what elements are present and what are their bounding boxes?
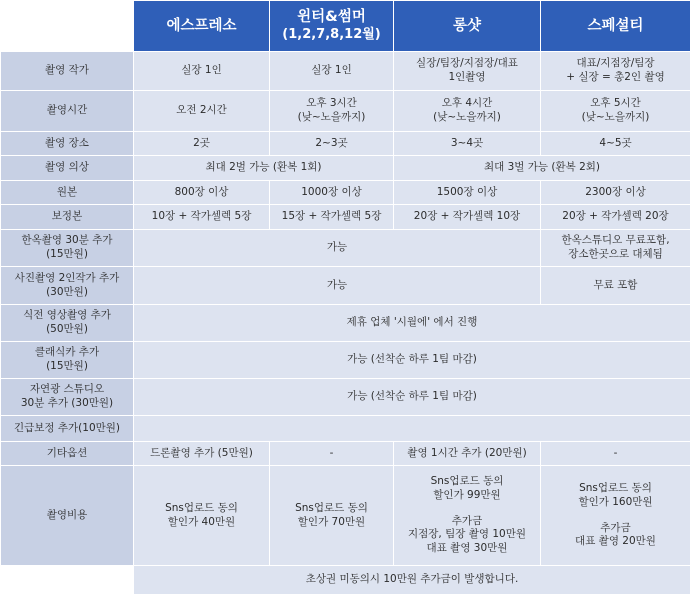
notice-blank-cell (1, 566, 134, 595)
row-label-text: 30분 추가 (30만원) (20, 397, 114, 409)
header-row (1, 1, 690, 52)
row-label-outfit: 촬영 의상 (1, 156, 134, 181)
cell-original-winter-summer: 1000장 이상 (270, 181, 394, 205)
cell-classic-car-all: 가능 (선착순 하루 1팀 마감) (134, 342, 690, 379)
row-label-second-photographer (1, 267, 134, 305)
cell-text: 오후 3시간 (306, 97, 357, 110)
row-cost (1, 466, 690, 566)
cell-text: 할인가 40만원 (167, 515, 236, 528)
header-long-shot: 롱샷 (394, 1, 541, 52)
cell-urgent-retouch-all (134, 416, 690, 442)
cell-text: 1인촬영 (448, 71, 486, 83)
row-retouched (1, 205, 690, 230)
cell-text: 실장/팀장/지점장/대표 (416, 57, 518, 70)
cell-text: 대표/지점장/팀장 (576, 57, 655, 70)
row-notice (1, 566, 690, 595)
cell-second-photographer-available: 가능 (134, 267, 541, 305)
cell-time-special-t (541, 91, 690, 132)
cell-text: + 실장 = 총2인 촬영 (566, 71, 665, 83)
row-label-text: (15만원) (46, 248, 88, 260)
cell-photographer-special-t (541, 52, 690, 91)
cell-cost-winter-summer (270, 466, 394, 566)
cell-text: 장소한곳으로 대체됨 (568, 248, 663, 260)
row-label-original: 원본 (1, 181, 134, 205)
cell-notice: 초상권 미동의시 10만원 추가금이 발생합니다. (134, 566, 690, 595)
cell-text: 오후 5시간 (590, 97, 641, 110)
cell-original-long-shot: 1500장 이상 (394, 181, 541, 205)
cell-cost-special-t (541, 466, 690, 566)
cell-text: 할인가 70만원 (297, 515, 366, 528)
cell-text: (낮~노을까지) (433, 111, 501, 123)
cell-retouched-espresso: 10장 + 작가셀렉 5장 (134, 205, 270, 230)
header-special-t: 스페셜티 (541, 1, 690, 52)
cell-other-options-espresso: 드론촬영 추가 (5만원) (134, 442, 270, 466)
row-label-text: 한옥촬영 30분 추가 (21, 234, 113, 247)
cell-ceremony-video-all: 제휴 업체 '시월에' 에서 진행 (134, 305, 690, 342)
row-label-retouched: 보정본 (1, 205, 134, 230)
row-label-text: (50만원) (46, 323, 88, 335)
row-label-text: (30만원) (46, 285, 88, 298)
cell-text: Sns업로드 동의 (430, 475, 504, 488)
cell-hanbok-special-t (541, 230, 690, 267)
cell-photographer-winter-summer: 실장 1인 (270, 52, 394, 91)
header-winter-summer (270, 1, 394, 52)
cell-time-winter-summer (270, 91, 394, 132)
cell-other-options-long-shot: 촬영 1시간 추가 (20만원) (394, 442, 541, 466)
row-classic-car (1, 342, 690, 379)
cell-text: Sns업로드 동의 (165, 501, 238, 514)
cell-retouched-winter-summer: 15장 + 작가셀렉 5장 (270, 205, 394, 230)
row-label-natural-light (1, 379, 134, 416)
cell-text: 추가금 (451, 514, 483, 527)
row-label-time: 촬영시간 (1, 91, 134, 132)
cell-outfit-espresso-winter: 최대 2벌 가능 (환복 1회) (134, 156, 394, 181)
cell-text: 지점장, 팀장 촬영 10만원 (408, 528, 526, 541)
row-label-cost: 촬영비용 (1, 466, 134, 566)
cell-text: 오후 4시간 (441, 97, 493, 110)
row-label-text: 자연광 스튜디오 (29, 383, 105, 396)
cell-natural-light-all: 가능 (선착순 하루 1팀 마감) (134, 379, 690, 416)
cell-time-long-shot (394, 91, 541, 132)
row-natural-light (1, 379, 690, 416)
row-urgent-retouch (1, 416, 690, 442)
row-label-classic-car (1, 342, 134, 379)
cell-cost-long-shot (394, 466, 541, 566)
cell-text: (낮~노을까지) (581, 111, 650, 123)
cell-text: 대표 촬영 20만원 (575, 535, 656, 548)
cell-text: 할인가 99만원 (433, 489, 501, 502)
cell-text: Sns업로드 동의 (579, 482, 652, 495)
cell-location-long-shot: 3~4곳 (394, 132, 541, 156)
spacer (397, 503, 537, 515)
cell-second-photographer-special-t: 무료 포함 (541, 267, 690, 305)
row-label-text: 사진촬영 2인작가 추가 (14, 271, 120, 284)
header-blank-cell (1, 1, 134, 52)
cell-hanbok-available: 가능 (134, 230, 541, 267)
cell-text: (낮~노을까지) (297, 111, 366, 123)
row-label-text: (15만원) (46, 360, 88, 372)
cell-original-special-t: 2300장 이상 (541, 181, 690, 205)
row-label-ceremony-video (1, 305, 134, 342)
row-hanbok (1, 230, 690, 267)
cell-retouched-special-t: 20장 + 작가셀렉 20장 (541, 205, 690, 230)
cell-time-espresso: 오전 2시간 (134, 91, 270, 132)
cell-other-options-winter-summer: - (270, 442, 394, 466)
row-outfit (1, 156, 690, 181)
cell-location-winter-summer: 2~3곳 (270, 132, 394, 156)
row-time (1, 91, 690, 132)
cell-other-options-special-t: - (541, 442, 690, 466)
row-location (1, 132, 690, 156)
cell-retouched-long-shot: 20장 + 작가셀렉 10장 (394, 205, 541, 230)
row-label-text: 클래식카 추가 (34, 346, 100, 359)
row-label-photographer: 촬영 작가 (1, 52, 134, 91)
header-winter-summer-title: 윈터&썸머 (297, 9, 366, 26)
spacer (544, 510, 687, 522)
row-other-options (1, 442, 690, 466)
cell-text: 한옥스튜디오 무료포함, (561, 234, 670, 247)
cell-text: 할인가 160만원 (578, 495, 653, 508)
row-label-hanbok (1, 230, 134, 267)
header-winter-summer-months: (1,2,7,8,12월) (282, 26, 381, 42)
cell-original-espresso: 800장 이상 (134, 181, 270, 205)
row-ceremony-video (1, 305, 690, 342)
row-label-urgent-retouch: 긴급보정 추가(10만원) (1, 416, 134, 442)
cell-cost-espresso (134, 466, 270, 566)
row-photographer (1, 52, 690, 91)
cell-text: Sns업로드 동의 (295, 501, 368, 514)
row-label-other-options: 기타옵션 (1, 442, 134, 466)
cell-location-special-t: 4~5곳 (541, 132, 690, 156)
cell-outfit-longshot-special: 최대 3벌 가능 (환복 2회) (394, 156, 690, 181)
row-second-photographer (1, 267, 690, 305)
row-label-text: 식전 영상촬영 추가 (23, 309, 111, 322)
row-original (1, 181, 690, 205)
row-label-location: 촬영 장소 (1, 132, 134, 156)
header-espresso: 에스프레소 (134, 1, 270, 52)
cell-photographer-espresso: 실장 1인 (134, 52, 270, 91)
cell-photographer-long-shot (394, 52, 541, 91)
cell-text: 추가금 (600, 521, 631, 534)
cell-text: 대표 촬영 30만원 (426, 541, 508, 554)
cell-location-espresso: 2곳 (134, 132, 270, 156)
